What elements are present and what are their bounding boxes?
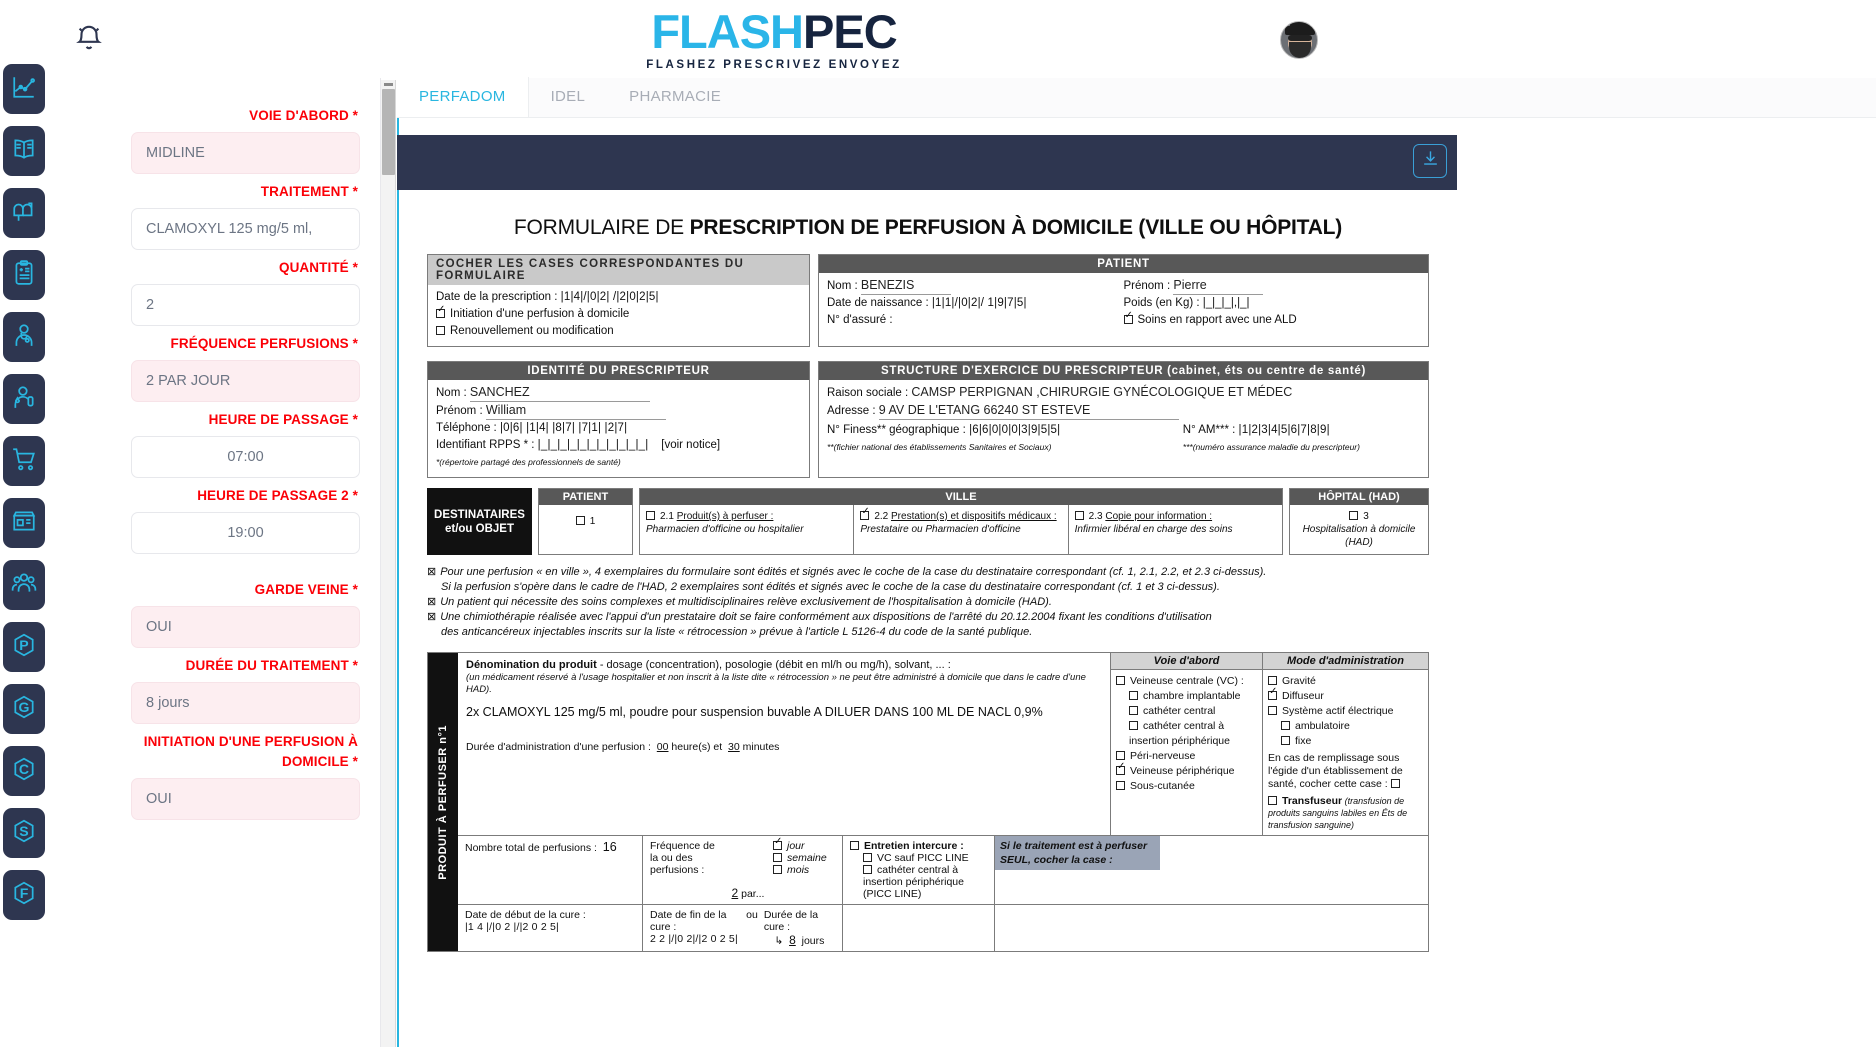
dest-ville-box <box>639 488 1283 555</box>
store-icon <box>11 508 37 539</box>
date-prescription-value: |1|4|/|0|2| /|2|0|2|5| <box>560 291 659 303</box>
mode-diffuseur-checkbox[interactable] <box>1268 691 1277 700</box>
viewer-scrollbar[interactable] <box>381 80 396 1047</box>
mode-administration-cell <box>1263 653 1428 835</box>
freq-opt[interactable]: semaine <box>773 852 835 864</box>
scrollbar-thumb[interactable] <box>382 89 395 175</box>
badge-g-icon <box>11 694 37 725</box>
prescripteur-prenom-value: William <box>486 402 666 420</box>
cocher-header: COCHER LES CASES CORRESPONDANTES DU FORMULAIRE <box>428 255 809 285</box>
product-side-label <box>428 653 458 951</box>
note-4: Une chimiothérapie réalisée avec l'appui d'un prestataire doit se faire conformément aux dispositions de l'arrêté du 20.12.2004 fixant les conditions d'utilisation <box>440 611 1212 623</box>
dest-patient-num: 1 <box>589 516 596 527</box>
logo-pec-text: PEC <box>803 5 897 58</box>
book-icon <box>11 136 37 167</box>
date-fin-cell: Date de fin de la cure : 2 2 |/|0 2|/|2 0 2 5| ou Durée de la cure : ↳ 8 jours <box>643 905 843 951</box>
freq-semaine-checkbox[interactable] <box>773 853 782 862</box>
patient-prenom: Prénom : Pierre <box>1124 277 1421 295</box>
initiation-checkbox[interactable] <box>436 309 445 318</box>
mode-item[interactable]: Gravité <box>1268 674 1423 689</box>
structure-am: N° AM*** : |1|2|3|4|5|6|7|8|9| <box>1182 424 1330 436</box>
voie-item[interactable]: Péri-nerveuse <box>1116 749 1257 764</box>
note-5: des anticancéreux injectables inscrits sur la liste « rétrocession » prévue à l'article L 5126-4 du code de la santé publique. <box>441 626 1033 638</box>
freq-opt[interactable]: ✓jour <box>773 840 835 852</box>
field-label: HEURE DE PASSAGE 2 * <box>197 488 358 503</box>
doctor-icon <box>11 322 37 353</box>
duree-traitement-input[interactable]: 8 jours <box>131 682 360 724</box>
field-label: VOIE D'ABORD * <box>249 108 358 123</box>
voie-item[interactable]: Veineuse centrale (VC) : <box>1116 674 1257 689</box>
duree-minutes: 30 <box>728 741 740 753</box>
patient-ald[interactable] <box>1124 312 1421 329</box>
checkbox-initiation-row[interactable] <box>436 306 801 323</box>
date-debut-value: |1 4 |/|0 2 |/|2 0 2 5| <box>465 921 559 933</box>
date-debut-label: Date de début de la cure : <box>465 909 586 921</box>
form-field-group <box>131 486 360 554</box>
patient-nom-value: BENEZIS <box>861 277 951 295</box>
denom-bold: Dénomination du produit <box>466 659 597 671</box>
entretien-vc-checkbox[interactable] <box>863 853 872 862</box>
freq-mois-checkbox[interactable] <box>773 865 782 874</box>
ald-checkbox[interactable] <box>1124 315 1133 324</box>
field-label: TRAITEMENT * <box>260 184 358 199</box>
prescripteur-box <box>427 361 810 478</box>
mode-fixe-checkbox[interactable] <box>1281 736 1290 745</box>
date-fin-value: 2 2 |/|0 2|/|2 0 2 5| <box>650 933 738 945</box>
dest-3-sub: Hospitalisation à domicile (HAD) <box>1302 524 1416 548</box>
prescripteur-tel: Téléphone : |0|6| |1|4| |8|7| |7|1| |2|7| <box>436 422 628 434</box>
patient-header: PATIENT <box>819 255 1428 273</box>
dest-ville-item-1[interactable]: 2.1 Produit(s) à perfuser : Pharmacien d'officine ou hospitalier <box>640 505 854 554</box>
entretien-item[interactable]: VC sauf PICC LINE <box>863 852 987 864</box>
initiation-label: Initiation d'une perfusion à domicile <box>450 308 630 320</box>
voie-vc-checkbox[interactable] <box>1116 676 1125 685</box>
field-label: FRÉQUENCE PERFUSIONS * <box>170 336 358 351</box>
field-label: HEURE DE PASSAGE * <box>208 412 358 427</box>
dest-patient-checkbox[interactable] <box>576 516 585 525</box>
dest-3-num: 3 <box>1363 511 1369 522</box>
prescripteur-prenom: Prénom : William <box>436 402 801 420</box>
note-bullet-icon: ⊠ <box>427 596 437 608</box>
svg-text:F: F <box>19 884 29 901</box>
duree-cure-value: 8 <box>789 933 796 947</box>
entretien-label: Entretien intercure : <box>864 840 964 852</box>
dest-22-checkbox[interactable] <box>860 511 869 520</box>
product-row-3 <box>458 904 1428 951</box>
voie-abord-cell <box>1111 653 1263 835</box>
sidebar-item-directory[interactable] <box>3 126 45 176</box>
frequence-cell: Fréquence de la ou des perfusions : 2 par... ✓jour semaine mois <box>643 836 843 904</box>
structure-adresse: Adresse : 9 AV DE L'ETANG 66240 ST ESTEVE <box>827 402 1420 420</box>
frequence-value: 2 <box>731 886 739 900</box>
logo-flash-text: FLASH <box>651 5 803 58</box>
mode-item[interactable]: ambulatoire <box>1281 719 1423 734</box>
field-label: GARDE VEINE * <box>254 582 358 597</box>
dest-ville-item-2[interactable]: ✓2.2 Prestation(s) et dispositifs médicaux : Prestataire ou Pharmacien d'officine <box>854 505 1068 554</box>
transfuseur-note: (transfusion de produits sanguins labiles en Éts de transfusion sanguine) <box>1268 796 1408 830</box>
destinataires-row <box>427 488 1429 555</box>
structure-fn1: **(fichier national des établissements Sanitaires et Sociaux) <box>827 442 1052 452</box>
denom-value: 2x CLAMOXYL 125 mg/5 ml, poudre pour suspension buvable A DILUER DANS 100 ML DE NACL 0,9% <box>466 705 1043 719</box>
sidebar-item-prescriptions[interactable] <box>3 250 45 300</box>
traitement-input[interactable]: CLAMOXYL 125 mg/5 ml, <box>131 208 360 250</box>
nurse-icon <box>11 384 37 415</box>
patients-icon <box>11 570 37 601</box>
prescripteur-nom: Nom : SANCHEZ <box>436 384 801 402</box>
product-side-label-text: PRODUIT À PERFUSER n°1 <box>437 724 449 880</box>
product-table <box>427 652 1429 952</box>
user-avatar[interactable] <box>1280 21 1318 59</box>
duree-admin-row: Durée d'administration d'une perfusion : 00 heure(s) et 30 minutes <box>466 741 780 753</box>
sidebar-item-badge-s[interactable] <box>3 808 45 858</box>
date-debut-cell <box>458 905 643 951</box>
prescripteur-tel-value: |0|6| |1|4| |8|7| |7|1| |2|7| <box>499 422 628 434</box>
dest-23-checkbox[interactable] <box>1075 511 1084 520</box>
sidebar-item-nurses[interactable] <box>3 374 45 424</box>
download-icon <box>1421 149 1440 173</box>
dest-23-title: Copie pour information : <box>1105 511 1213 522</box>
app-logo <box>594 6 954 71</box>
patient-naissance-value: |1|1|/|0|2|/ 1|9|7|5| <box>931 297 1027 309</box>
initiation-perfusion-input[interactable]: OUI <box>131 778 360 820</box>
cocher-box <box>427 254 810 347</box>
patient-prenom-value: Pierre <box>1173 277 1263 295</box>
heure-passage-2-input[interactable]: 19:00 <box>131 512 360 554</box>
svg-text:S: S <box>19 822 29 839</box>
dest-ville-item-3[interactable]: 2.3 Copie pour information : Infirmier libéral en charge des soins <box>1074 511 1233 535</box>
svg-text:C: C <box>18 760 30 777</box>
badge-s-icon <box>11 818 37 849</box>
perfuser-seul-cell-2 <box>995 905 1160 951</box>
sidebar-item-statistics[interactable] <box>3 64 45 114</box>
sidebar-item-patients[interactable] <box>3 560 45 610</box>
freq-jour-checkbox[interactable] <box>773 841 782 850</box>
sidebar-item-badge-f[interactable] <box>3 870 45 920</box>
structure-raison: Raison sociale : CAMSP PERPIGNAN ,CHIRURGIE GYNÉCOLOGIQUE ET MÉDEC <box>827 385 1293 399</box>
entretien-picc-checkbox[interactable] <box>863 865 872 874</box>
sidebar-item-pharmacies[interactable] <box>3 498 45 548</box>
notifications-bell-button[interactable] <box>74 22 104 54</box>
dest-3-checkbox[interactable] <box>1349 511 1358 520</box>
patient-poids-value: |_|_|_|,|_| <box>1202 297 1250 309</box>
note-bullet-icon: ⊠ <box>427 566 437 578</box>
sidebar-rail <box>0 0 48 1047</box>
nombre-perfusions-value: 16 <box>602 840 617 854</box>
sidebar-item-orders[interactable] <box>3 436 45 486</box>
dest-ville-header: VILLE <box>640 489 1282 505</box>
prescripteur-nom-value: SANCHEZ <box>470 384 650 402</box>
dest-22-title: Prestation(s) et dispositifs médicaux : <box>891 511 1057 522</box>
viewer-toolbar <box>397 135 1457 190</box>
document-viewer <box>381 78 1876 1047</box>
voie-catheter-central-checkbox[interactable] <box>1129 706 1138 715</box>
viewer-tabs <box>397 78 1876 118</box>
structure-box <box>818 361 1429 478</box>
dest-21-sub: Pharmacien d'officine ou hospitalier <box>646 524 804 535</box>
date-prescription-label: Date de la prescription : <box>436 291 558 303</box>
prescripteur-header: IDENTITÉ DU PRESCRIPTEUR <box>428 362 809 380</box>
ald-label: Soins en rapport avec une ALD <box>1137 314 1297 326</box>
dest-21-checkbox[interactable] <box>646 511 655 520</box>
duree-heures: 00 <box>656 741 669 753</box>
structure-adresse-value: 9 AV DE L'ETANG 66240 ST ESTEVE <box>879 402 1179 420</box>
mode-item[interactable]: ✓Diffuseur <box>1268 689 1423 704</box>
form-field-group <box>131 106 360 174</box>
product-row-2 <box>458 835 1428 904</box>
renouvellement-checkbox[interactable] <box>436 326 445 335</box>
document-title-plain: FORMULAIRE DE <box>513 216 690 239</box>
mode-ambulatoire-checkbox[interactable] <box>1281 721 1290 730</box>
voie-item[interactable]: chambre implantable <box>1129 689 1257 704</box>
voie-abord-header: Voie d'abord <box>1111 653 1262 670</box>
form-field-group <box>131 182 360 250</box>
prescripteur-footnote: *(répertoire partagé des professionnels de santé) <box>436 457 621 467</box>
document-notes <box>427 565 1429 640</box>
entretien-cell-2 <box>843 905 995 951</box>
svg-text:P: P <box>19 636 29 653</box>
note-3: Un patient qui nécessite des soins complexes et multidisciplinaires relève exclusivement de l'hospitalisation à domicile (HAD). <box>440 596 1052 608</box>
ou-label: ou <box>746 909 758 921</box>
dest-21-title: Produit(s) à perfuser : <box>676 511 774 522</box>
patient-poids: Poids (en Kg) : |_|_|_|,|_| <box>1123 297 1250 309</box>
frequence-perfusions-input[interactable]: 2 PAR JOUR <box>131 360 360 402</box>
destinataires-label <box>427 488 532 555</box>
remplissage-text: En cas de remplissage sous l'égide d'un établissement de santé, cocher cette case : <box>1268 752 1403 790</box>
voie-veineuse-peripherique-checkbox[interactable] <box>1116 766 1125 775</box>
patient-assure: N° d'assuré : <box>827 314 893 326</box>
bell-icon <box>74 41 104 58</box>
dest-23-sub: Infirmier libéral en charge des soins <box>1074 524 1233 535</box>
product-description-cell <box>458 653 1111 835</box>
badge-f-icon <box>11 880 37 911</box>
entretien-checkbox[interactable] <box>850 841 859 850</box>
sidebar-item-mailbox[interactable] <box>3 188 45 238</box>
form-field-group <box>131 334 360 402</box>
voie-item[interactable]: Sous-cutanée <box>1116 779 1257 794</box>
voie-perinerveuse-checkbox[interactable] <box>1116 751 1125 760</box>
form-field-group <box>131 656 360 724</box>
structure-header: STRUCTURE D'EXERCICE DU PRESCRIPTEUR (cabinet, éts ou centre de santé) <box>819 362 1428 380</box>
note-bullet-icon: ⊠ <box>427 611 437 623</box>
mode-item[interactable]: Système actif électrique <box>1268 704 1423 719</box>
structure-finess-value: |6|6|0|0|0|3|9|5|5| <box>969 424 1061 436</box>
row-prescripteur-structure <box>427 361 1429 478</box>
mode-item[interactable]: fixe <box>1281 734 1423 749</box>
voie-abord-input[interactable]: MIDLINE <box>131 132 360 174</box>
date-fin-label: Date de fin de la cure : <box>650 909 727 933</box>
transfuseur-row[interactable] <box>1268 795 1423 831</box>
renouvellement-label: Renouvellement ou modification <box>450 325 614 337</box>
form-field-group <box>131 410 360 478</box>
dest-patient-box <box>538 488 633 555</box>
form-field-group <box>131 580 360 648</box>
date-prescription-line <box>436 289 801 306</box>
structure-finess: N° Finess** géographique : |6|6|0|0|0|3|9|5|5| <box>827 424 1061 436</box>
dest-hopital-box <box>1289 488 1429 555</box>
mode-administration-header: Mode d'administration <box>1263 653 1428 670</box>
note-2: Si la perfusion s'opère dans le cadre de l'HAD, 2 exemplaires sont édités et signés avec le coche de la case du destinataire correspondant (cf. 1 et 3 ci-dessus). <box>441 581 1220 593</box>
field-label: INITIATION D'UNE PERFUSION À DOMICILE * <box>143 734 358 769</box>
denom-italic: (un médicament réservé à l'usage hospitalier et non inscrit à la liste dite « rétrocession » ne peut être administré à domicile que dans le cadre d'une HAD). <box>466 672 1086 695</box>
tab-pharmacie[interactable]: PHARMACIE <box>629 88 722 105</box>
row-cocher-patient <box>427 254 1429 347</box>
structure-am-value: |1|2|3|4|5|6|7|8|9| <box>1238 424 1330 436</box>
rpps-note: [voir notice] <box>661 439 721 451</box>
form-field-group <box>131 258 360 326</box>
form-field-group <box>131 732 360 820</box>
mode-systeme-actif-checkbox[interactable] <box>1268 706 1277 715</box>
sidebar-item-badge-g[interactable] <box>3 684 45 734</box>
prescripteur-rpps-value: |_|_|_|_|_|_|_|_|_|_|_| <box>537 439 649 451</box>
voie-sous-cutanee-checkbox[interactable] <box>1116 781 1125 790</box>
download-button[interactable] <box>1413 144 1447 178</box>
duree-cure-label: Durée de la cure : <box>763 909 819 933</box>
transfuseur-label: Transfuseur <box>1282 795 1343 807</box>
structure-raison-value: CAMSP PERPIGNAN ,CHIRURGIE GYNÉCOLOGIQUE ET MÉDEC <box>911 385 1293 399</box>
quantite-input[interactable]: 2 <box>131 284 360 326</box>
field-label: DURÉE DU TRAITEMENT * <box>185 658 358 673</box>
tab-perfadom[interactable]: PERFADOM <box>397 77 529 117</box>
top-bar <box>48 0 1876 78</box>
transfuseur-checkbox[interactable] <box>1268 796 1277 805</box>
perfuser-seul-cell <box>995 836 1160 904</box>
garde-veine-input[interactable]: OUI <box>131 606 360 648</box>
voie-item[interactable]: cathéter central à insertion périphérique <box>1129 720 1230 747</box>
sidebar-item-doctors[interactable] <box>3 312 45 362</box>
clipboard-icon <box>11 260 37 291</box>
freq-opt[interactable]: mois <box>773 864 835 876</box>
document-title-bold: PRESCRIPTION DE PERFUSION À DOMICILE (VILLE OU HÔPITAL) <box>689 216 1343 239</box>
statistics-icon <box>11 74 37 105</box>
prescription-form-panel <box>131 78 381 1047</box>
badge-p-icon <box>11 632 37 663</box>
logo-tagline: FLASHEZ PRESCRIVEZ ENVOYEZ <box>646 59 902 71</box>
patient-nom: Nom : BENEZIS <box>827 277 1124 295</box>
field-label: QUANTITÉ * <box>278 260 358 275</box>
checkbox-renouvellement-row[interactable] <box>436 323 801 340</box>
mode-gravite-checkbox[interactable] <box>1268 676 1277 685</box>
denom-rest: - dosage (concentration), posologie (débit en ml/h ou mg/h), solvant, ... : <box>596 659 951 671</box>
voie-picc-checkbox[interactable] <box>1129 721 1138 730</box>
entretien-cell <box>843 836 995 904</box>
svg-text:G: G <box>18 698 30 715</box>
voie-item[interactable]: ✓Veineuse périphérique <box>1116 764 1257 779</box>
mailbox-icon <box>11 198 37 229</box>
voie-item[interactable]: cathéter central <box>1129 704 1257 719</box>
voie-chambre-checkbox[interactable] <box>1129 691 1138 700</box>
nombre-perfusions-cell: Nombre total de perfusions : 16 <box>458 836 643 904</box>
document-title <box>399 216 1457 240</box>
cart-icon <box>11 446 37 477</box>
structure-fn2: ***(numéro assurance maladie du prescripteur) <box>1182 442 1360 452</box>
dest-hopital-item[interactable] <box>1290 505 1428 554</box>
frequence-label: Fréquence de la ou des perfusions : <box>650 840 715 876</box>
scroll-up-arrow-icon[interactable] <box>384 83 393 86</box>
pdf-page <box>399 190 1457 1047</box>
dest-patient-header: PATIENT <box>539 489 632 505</box>
patient-naissance: Date de naissance : |1|1|/|0|2|/ 1|9|7|5| <box>827 297 1027 309</box>
remplissage-checkbox[interactable] <box>1391 779 1400 788</box>
prescripteur-rpps: Identifiant RPPS * : |_|_|_|_|_|_|_|_|_|_|_| [voir notice] <box>436 439 721 451</box>
destinataires-label-text: DESTINATAIRES et/ou OBJET <box>434 508 525 535</box>
dest-hopital-header: HÔPITAL (HAD) <box>1290 489 1428 505</box>
badge-c-icon <box>11 756 37 787</box>
note-1: Pour une perfusion « en ville », 4 exemplaires du formulaire sont édités et signés avec le coche de la case du destinataire correspondant (cf. 1, 2.1, 2.2, et 2.3 ci-dessus). <box>440 566 1267 578</box>
dest-22-sub: Prestataire ou Pharmacien d'officine <box>860 524 1021 535</box>
heure-passage-input[interactable]: 07:00 <box>131 436 360 478</box>
perfuser-seul-text: Si le traitement est à perfuser SEUL, cocher la case : <box>995 836 1160 870</box>
entretien-item[interactable]: cathéter central à insertion périphérique (PICC LINE) <box>863 864 964 900</box>
remplissage-note[interactable] <box>1268 752 1423 791</box>
sidebar-item-badge-p[interactable] <box>3 622 45 672</box>
sidebar-item-badge-c[interactable] <box>3 746 45 796</box>
tab-idel[interactable]: IDEL <box>550 88 586 105</box>
patient-box <box>818 254 1429 347</box>
